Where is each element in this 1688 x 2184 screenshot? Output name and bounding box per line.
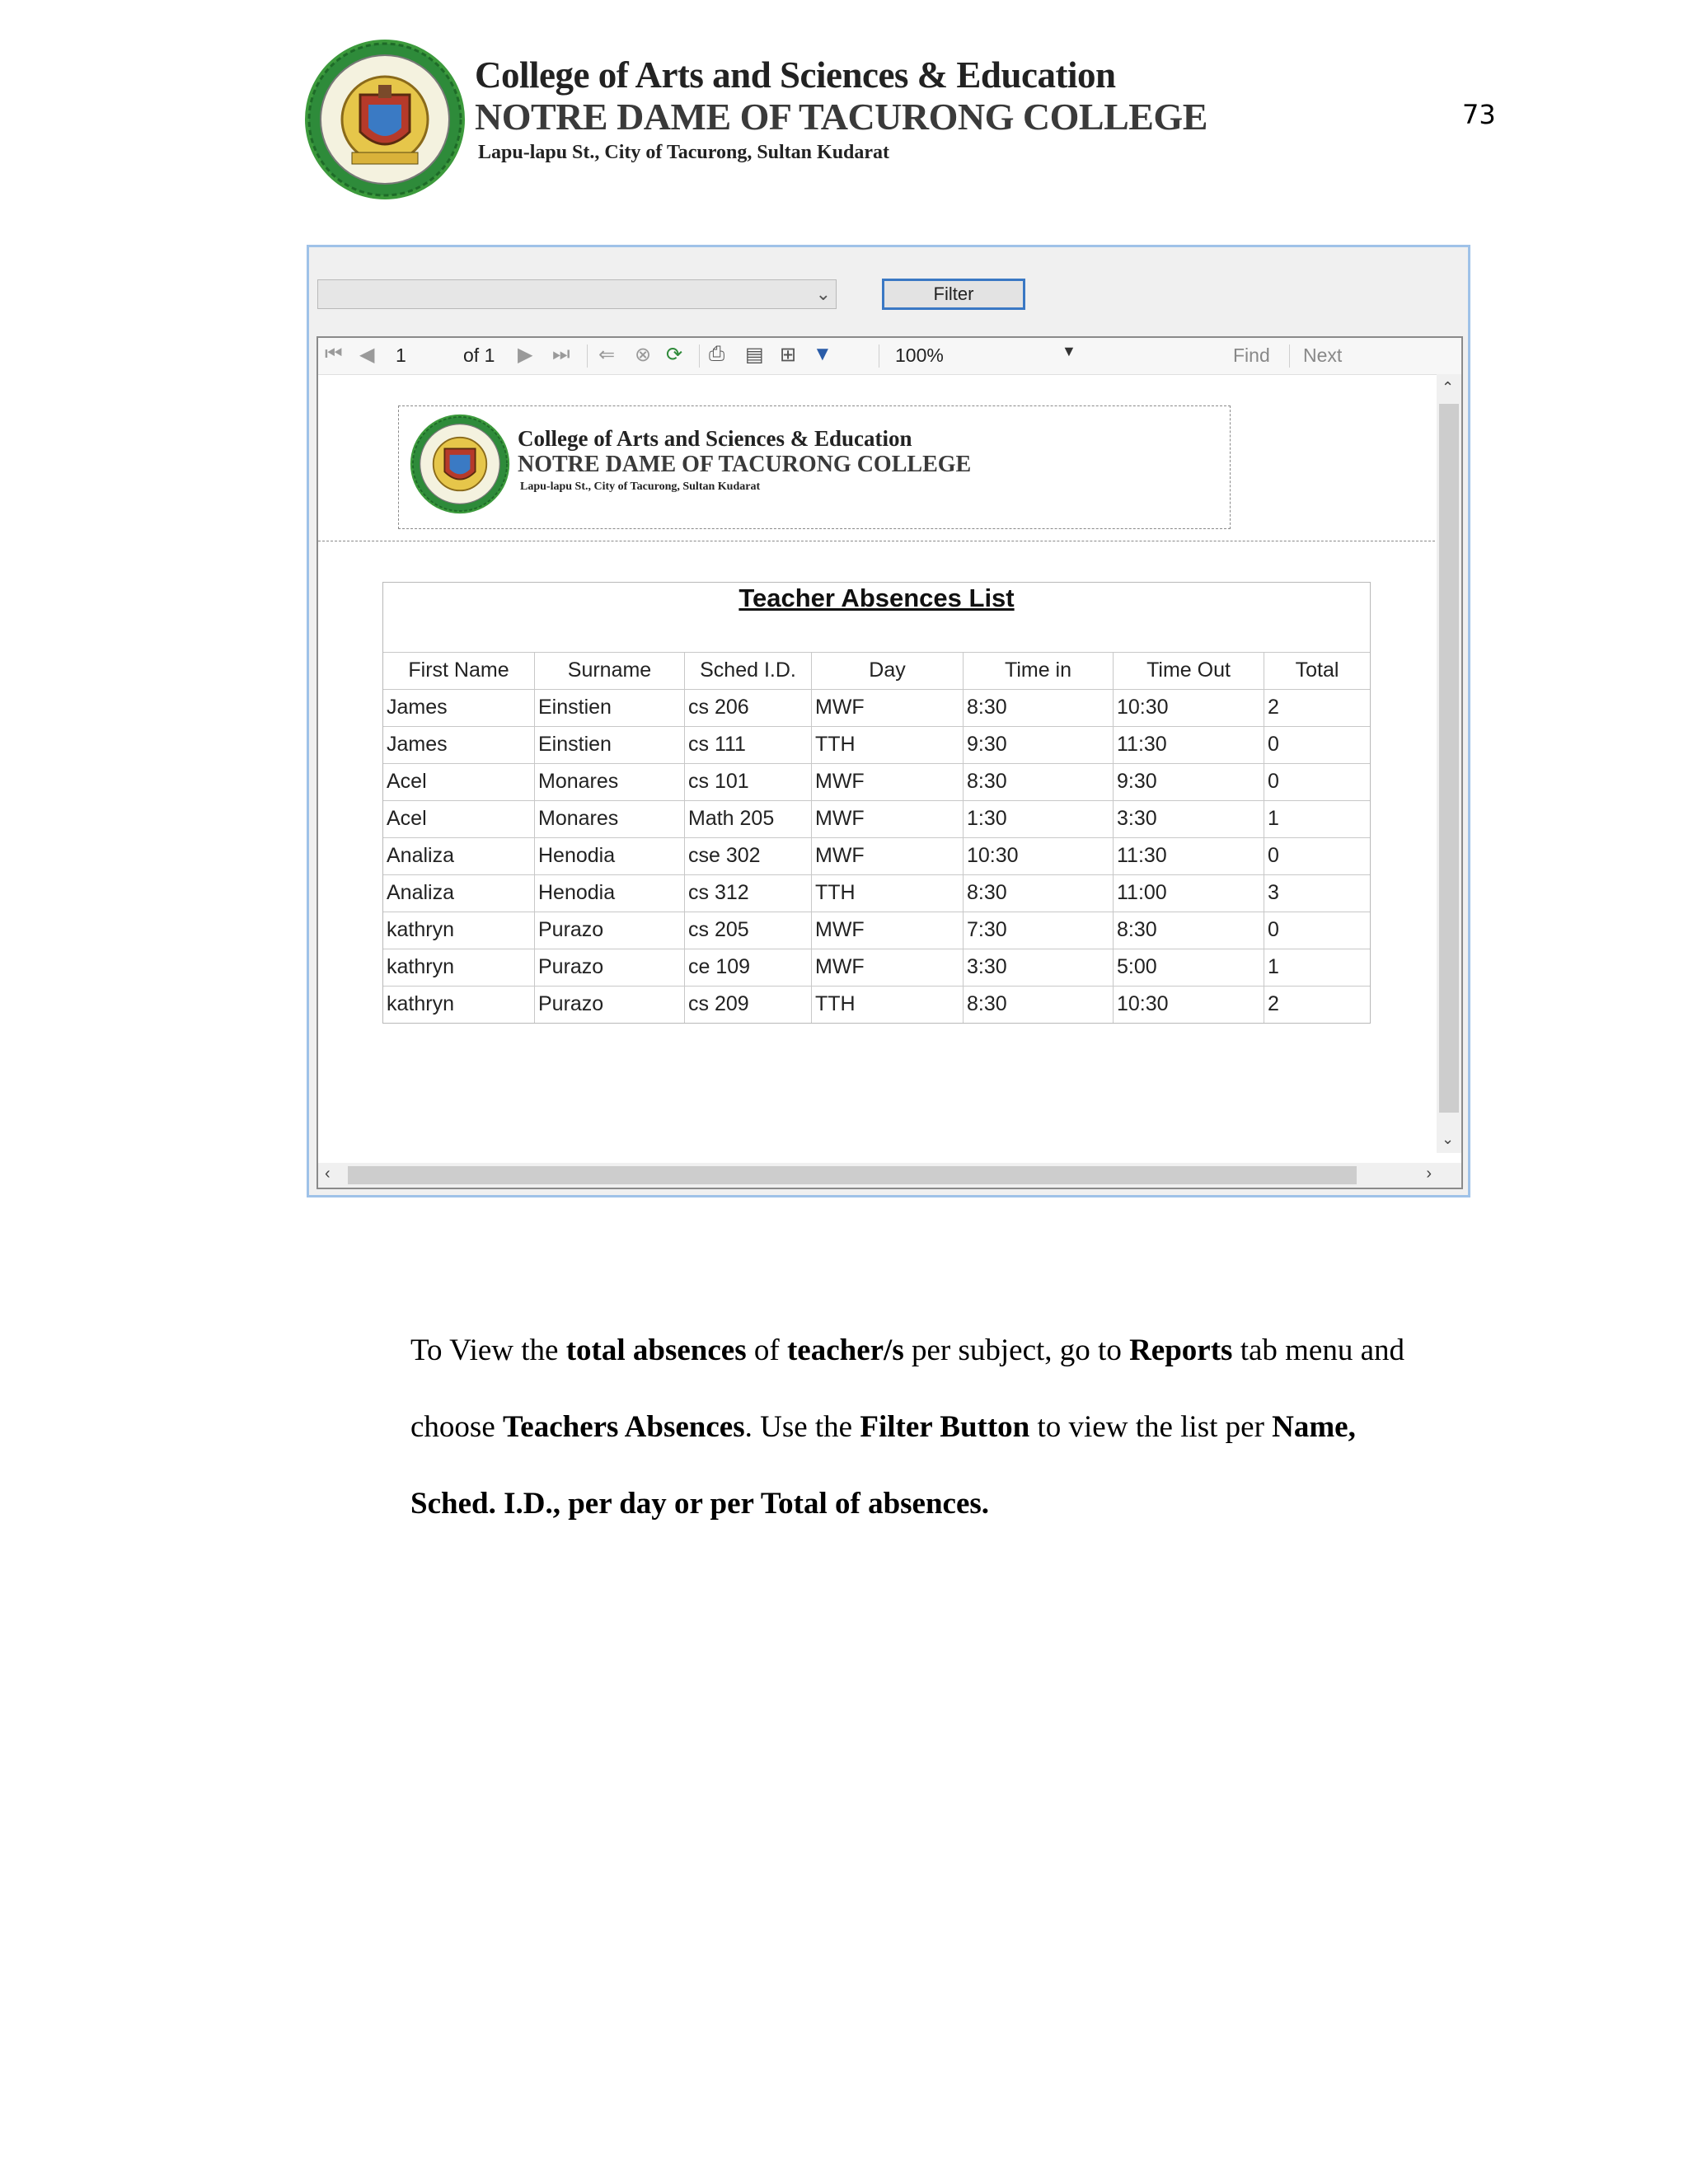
column-header: Time Out [1113, 653, 1264, 689]
report-viewer [316, 336, 1463, 1189]
back-icon[interactable]: ⇐ [598, 344, 616, 366]
first-page-icon[interactable]: ⏮ [325, 343, 343, 365]
filter-button[interactable]: Filter [882, 279, 1025, 310]
vertical-scrollbar[interactable] [1437, 374, 1461, 1153]
table-cell: Henodia [534, 838, 684, 874]
table-cell: 1 [1264, 949, 1370, 986]
column-header: Total [1264, 653, 1370, 689]
refresh-icon[interactable]: ⟳ [666, 344, 683, 366]
column-header: Sched I.D. [684, 653, 811, 689]
para-bold: Teachers Absences [503, 1410, 745, 1444]
table-cell: 10:30 [963, 838, 1113, 874]
table-cell: MWF [811, 690, 963, 726]
table-cell: Purazo [534, 912, 684, 949]
table-cell: 11:30 [1113, 727, 1264, 763]
toolbar-separator [587, 344, 588, 368]
table-cell: Einstien [534, 727, 684, 763]
table-cell: 8:30 [963, 875, 1113, 912]
college-seal-logo [409, 413, 511, 515]
table-cell: 3:30 [963, 949, 1113, 986]
table-cell: 11:30 [1113, 838, 1264, 874]
report-college-name: NOTRE DAME OF TACURONG COLLEGE [518, 452, 972, 477]
toolbar-separator [699, 344, 700, 368]
para-bold: Name, Sched. I.D., per day or per Total of absences. [410, 1410, 1356, 1521]
para-text: per subject, go to [903, 1333, 1130, 1367]
toolbar-separator [1289, 344, 1290, 368]
page-number: 73 [1462, 99, 1496, 130]
table-cell: 9:30 [963, 727, 1113, 763]
prev-page-icon[interactable]: ◀ [359, 344, 375, 366]
scroll-up-icon[interactable]: ⌃ [1442, 379, 1455, 396]
scroll-right-icon[interactable]: › [1426, 1165, 1432, 1183]
para-text: to view the list per [1029, 1410, 1273, 1444]
table-cell: 8:30 [1113, 912, 1264, 949]
report-title [383, 583, 1370, 652]
page-setup-icon[interactable]: ⊞ [780, 344, 797, 366]
table-cell: 8:30 [963, 987, 1113, 1023]
horizontal-scroll-thumb[interactable] [348, 1166, 1357, 1184]
table-cell: TTH [811, 875, 963, 912]
report-college-division: College of Arts and Sciences & Education [518, 426, 912, 451]
find-next-button[interactable]: Next [1303, 344, 1343, 366]
header-college-name: NOTRE DAME OF TACURONG COLLEGE [475, 96, 1207, 138]
table-cell: 5:00 [1113, 949, 1264, 986]
report-title-text: Teacher Absences List [738, 583, 1015, 612]
table-cell: 3:30 [1113, 801, 1264, 837]
table-cell: MWF [811, 912, 963, 949]
column-header: Time in [963, 653, 1113, 689]
table-cell: 7:30 [963, 912, 1113, 949]
page-header-text [475, 54, 1207, 166]
export-icon[interactable]: ▼ [813, 343, 832, 365]
table-cell: Math 205 [684, 801, 811, 837]
table-cell: 0 [1264, 764, 1370, 800]
table-cell: MWF [811, 801, 963, 837]
table-cell: 2 [1264, 690, 1370, 726]
stop-icon[interactable]: ⊗ [635, 344, 652, 366]
college-seal-logo [302, 37, 467, 202]
table-cell: Monares [534, 801, 684, 837]
table-row [383, 874, 1370, 912]
table-row [383, 726, 1370, 763]
table-cell: TTH [811, 987, 963, 1023]
table-row [383, 949, 1370, 986]
table-cell: 11:00 [1113, 875, 1264, 912]
table-row [383, 986, 1370, 1023]
para-bold: total absences [565, 1333, 747, 1367]
para-bold: Reports [1129, 1333, 1233, 1367]
last-page-icon[interactable]: ⏭ [552, 343, 570, 365]
report-address: Lapu-lapu St., City of Tacurong, Sultan Kudarat [520, 480, 761, 493]
table-cell: cs 206 [684, 690, 811, 726]
dropdown-arrow-icon[interactable]: ▼ [1062, 343, 1076, 359]
table-cell: 9:30 [1113, 764, 1264, 800]
table-cell: cse 302 [684, 838, 811, 874]
report-window [307, 245, 1470, 1197]
table-row [383, 837, 1370, 874]
para-text: To View the [410, 1333, 566, 1367]
table-cell: 8:30 [963, 764, 1113, 800]
table-cell: 0 [1264, 727, 1370, 763]
para-text: tab menu and choose [410, 1333, 1405, 1444]
table-cell: Purazo [534, 987, 684, 1023]
para-text: . Use the [744, 1410, 860, 1444]
table-row [383, 912, 1370, 949]
table-row [383, 800, 1370, 837]
chevron-down-icon[interactable]: ⌄ [815, 284, 831, 304]
table-cell: cs 312 [684, 875, 811, 912]
page-count: of 1 [463, 344, 495, 366]
table-cell: cs 209 [684, 987, 811, 1023]
report-header-text [518, 426, 971, 496]
table-cell: Acel [387, 770, 427, 793]
print-layout-icon[interactable]: ▤ [745, 344, 764, 366]
next-page-icon[interactable]: ▶ [518, 344, 533, 366]
table-cell: Analiza [387, 844, 454, 867]
zoom-select[interactable]: 100% [895, 344, 944, 366]
table-row [383, 689, 1370, 726]
header-college-division: College of Arts and Sciences & Education [475, 54, 1116, 96]
print-icon[interactable]: ⎙ [709, 343, 725, 365]
table-cell: ce 109 [684, 949, 811, 986]
table-cell: 3 [1264, 875, 1370, 912]
table-cell: cs 205 [684, 912, 811, 949]
para-bold: Filter Button [860, 1410, 1030, 1444]
table-cell: James [387, 696, 448, 719]
table-cell: 2 [1264, 987, 1370, 1023]
scroll-left-icon[interactable]: ‹ [325, 1165, 331, 1183]
table-cell: 1 [1264, 801, 1370, 837]
table-cell: 0 [1264, 912, 1370, 949]
table-cell: Monares [534, 764, 684, 800]
table-cell: MWF [811, 949, 963, 986]
header-address: Lapu-lapu St., City of Tacurong, Sultan Kudarat [478, 142, 890, 163]
table-body [383, 689, 1370, 1023]
instruction-paragraph [410, 1312, 1441, 1542]
table-cell: cs 111 [684, 727, 811, 763]
table-cell: James [387, 733, 448, 756]
table-cell: Acel [387, 807, 427, 830]
table-cell: kathryn [387, 992, 454, 1015]
column-header: First Name [408, 658, 509, 682]
horizontal-scrollbar[interactable] [318, 1163, 1463, 1188]
current-page-input[interactable]: 1 [396, 344, 406, 366]
table-cell: Analiza [387, 881, 454, 904]
find-button[interactable]: Find [1233, 344, 1270, 366]
column-header: Surname [534, 653, 684, 689]
table-cell: 0 [1264, 838, 1370, 874]
table-cell: MWF [811, 838, 963, 874]
report-toolbar [318, 338, 1463, 375]
filter-combobox[interactable] [317, 279, 837, 309]
table-row [383, 763, 1370, 800]
absences-table [382, 582, 1371, 1024]
table-cell: 10:30 [1113, 987, 1264, 1023]
table-cell: TTH [811, 727, 963, 763]
column-header: Day [811, 653, 963, 689]
table-cell: kathryn [387, 955, 454, 978]
table-cell: 1:30 [963, 801, 1113, 837]
table-cell: Purazo [534, 949, 684, 986]
table-cell: kathryn [387, 918, 454, 941]
table-header-row [383, 652, 1370, 689]
table-cell: Henodia [534, 875, 684, 912]
scroll-down-icon[interactable]: ⌄ [1442, 1131, 1455, 1147]
para-bold: teacher/s [786, 1333, 904, 1367]
table-cell: cs 101 [684, 764, 811, 800]
table-cell: Einstien [534, 690, 684, 726]
report-header-box [398, 405, 1231, 529]
table-cell: 8:30 [963, 690, 1113, 726]
vertical-scroll-thumb[interactable] [1439, 404, 1459, 1113]
table-cell: 10:30 [1113, 690, 1264, 726]
table-cell: MWF [811, 764, 963, 800]
para-text: of [746, 1333, 787, 1367]
